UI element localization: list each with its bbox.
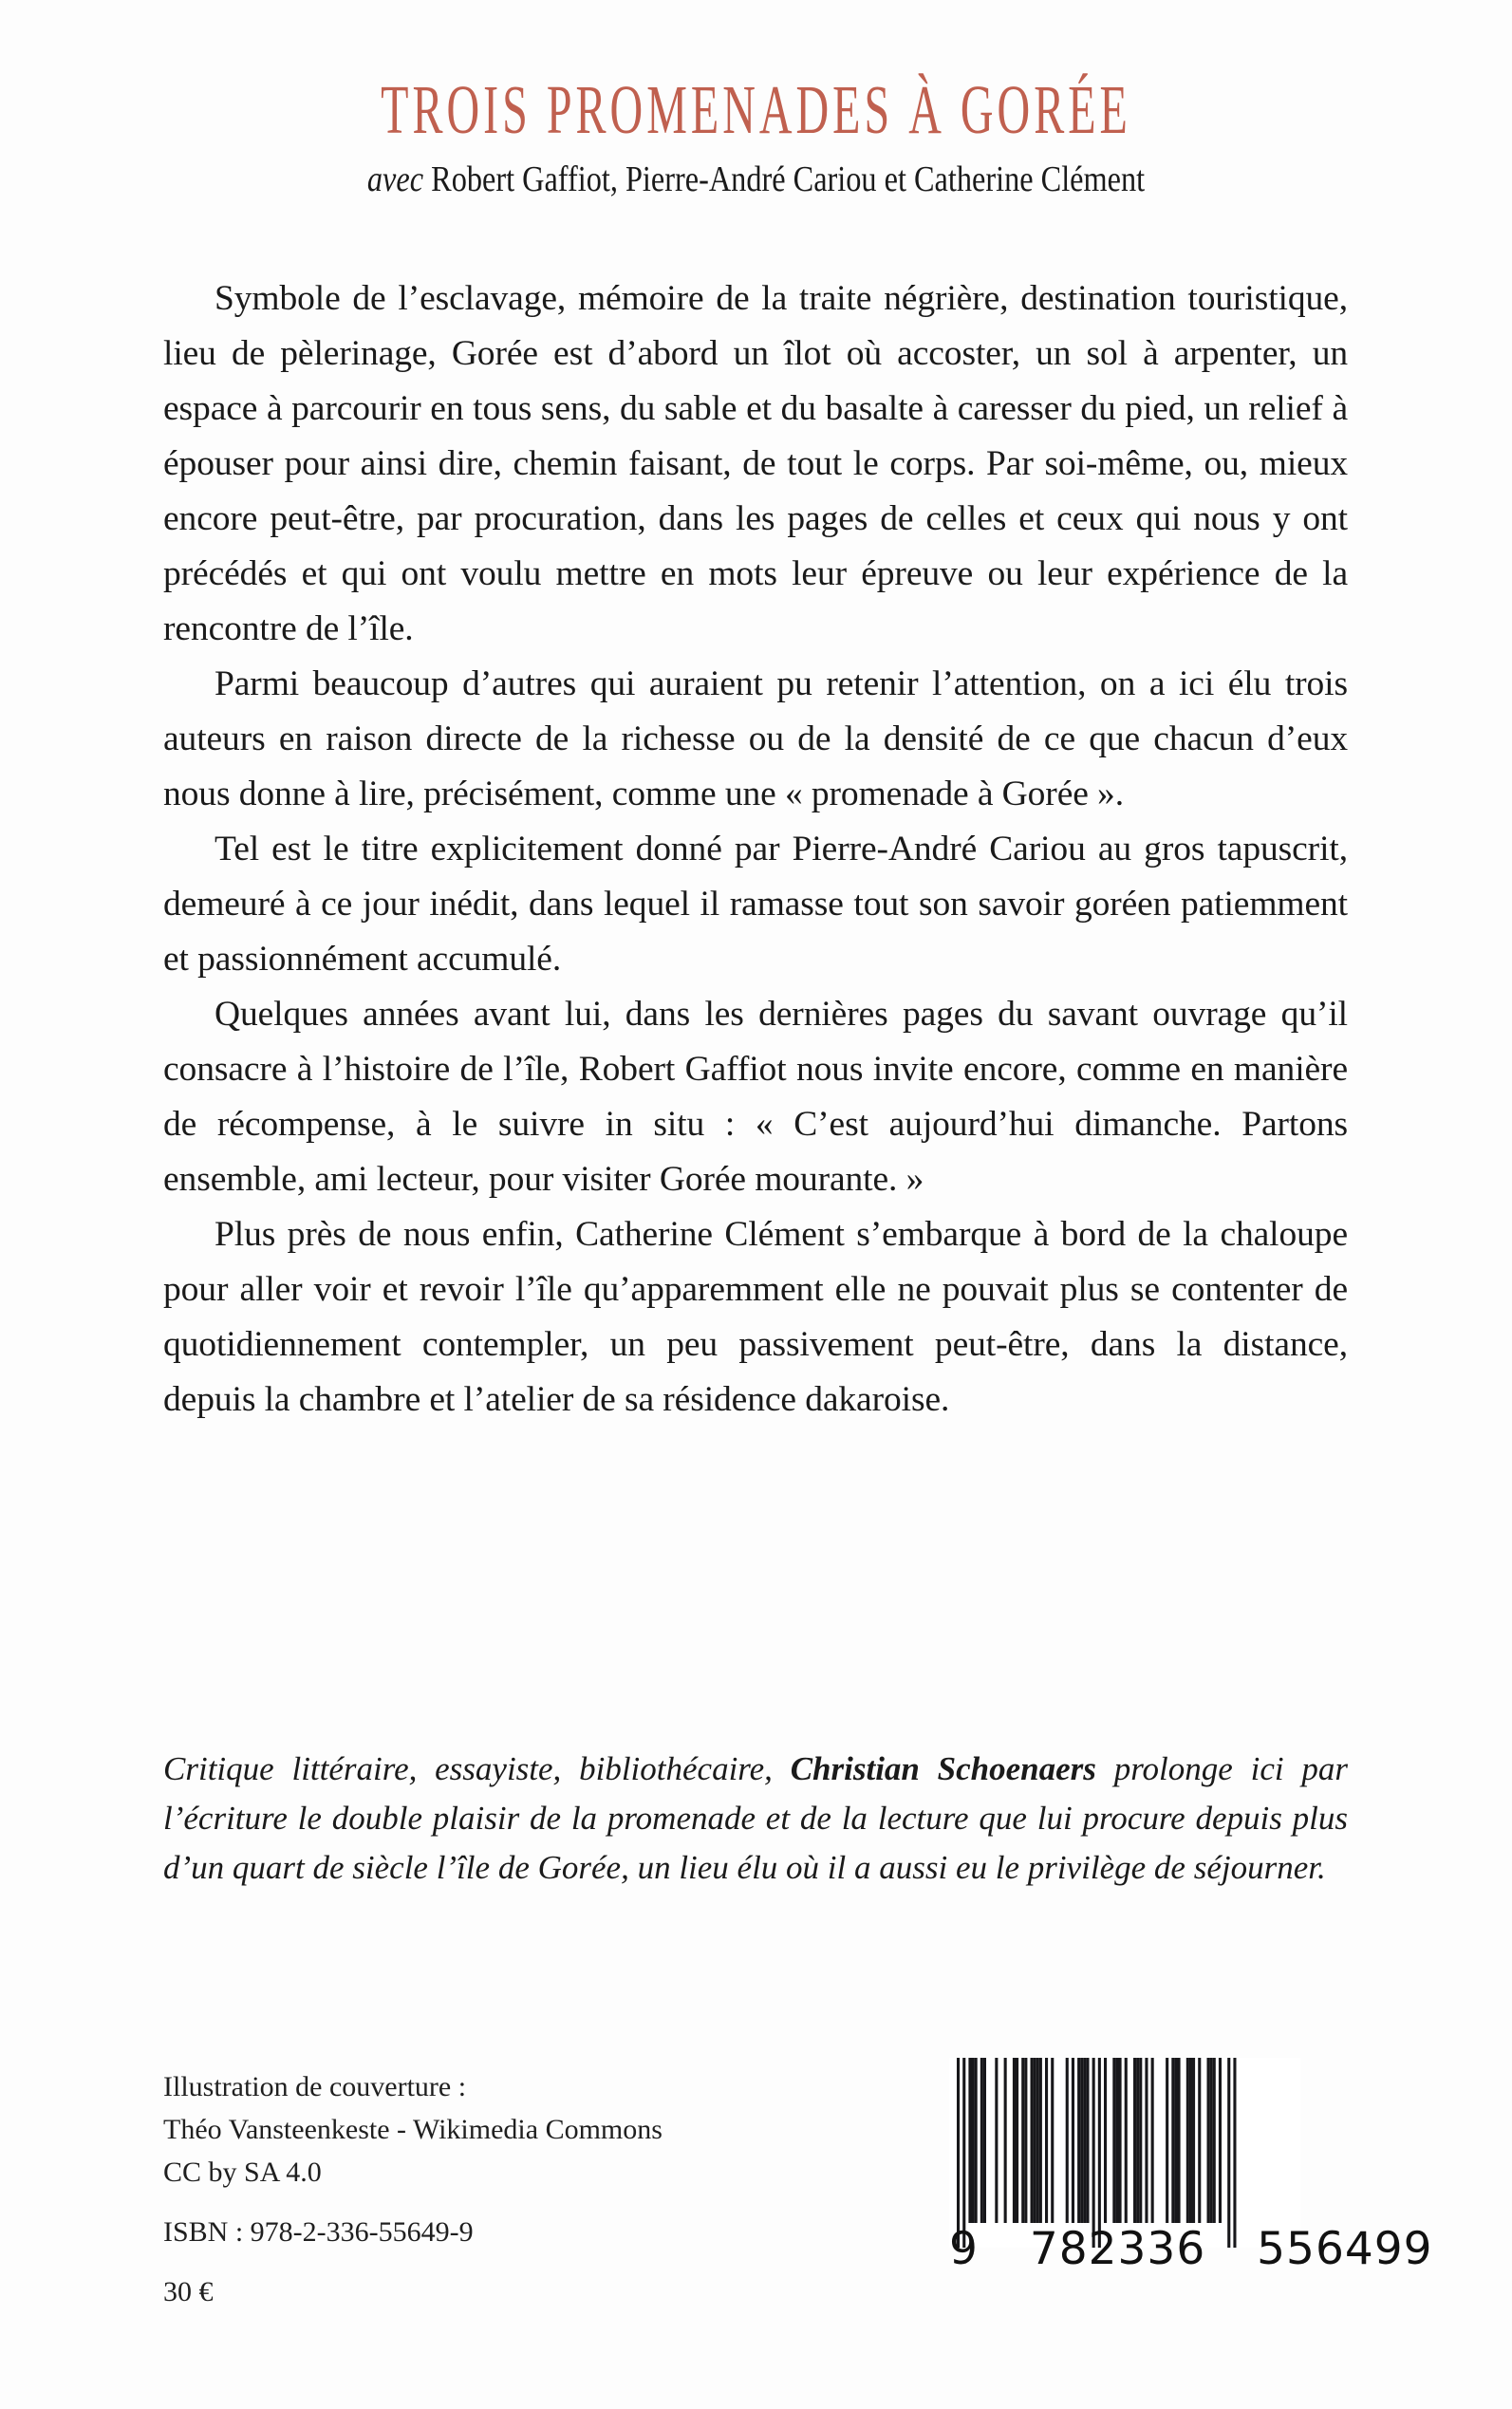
illustration-credit: Théo Vansteenkeste - Wikimedia Commons [163, 2114, 663, 2145]
contributors-line [113, 160, 1398, 200]
blurb-text [163, 271, 1348, 1428]
blurb-paragraph: Tel est le titre explicitement donné par Pierre-André Cariou au gros tapuscrit, demeuré à ce jour inédit, dans lequel il ramasse tout son savoir goréen patiemment et passionnément accumulé. [163, 830, 1348, 979]
bio-rest: prolonge ici par l’écriture le double plaisir de la promenade et de la lecture que lui procure depuis plus d’un quart de siècle l’île de Gorée, un lieu élu où il a aussi eu le privilège de séjourner. [163, 1750, 1349, 1886]
title-block [0, 71, 1512, 200]
blurb-paragraph: Parmi beaucoup d’autres qui auraient pu retenir l’attention, on a ici élu trois auteurs en raison directe de la richesse ou de la densité de ce que chacun d’eux nous donne à lire, précisément, comme une « promenade à Gorée ». [163, 664, 1348, 813]
barcode-digit-group-2: 556499 [1257, 2223, 1433, 2275]
colophon [163, 2065, 866, 2313]
barcode-digits [949, 2223, 1433, 2275]
price-label: 30 € [163, 2276, 214, 2307]
bio-author-name: Christian Schoenaers [790, 1750, 1096, 1787]
author-bio [163, 1745, 1348, 1893]
blurb-paragraph: Quelques années avant lui, dans les dernières pages du savant ouvrage qu’il consacre à l’histoire de l’île, Robert Gaffiot nous invite encore, comme en manière de récompense, à le suivre in situ : « C’est aujourd’hui dimanche. Partons ensemble, ami lecteur, pour visiter Gorée mourante. » [163, 995, 1348, 1199]
page-title: TROIS PROMENADES À GORÉE [381, 71, 1131, 149]
illustration-label: Illustration de couverture : [163, 2071, 467, 2102]
blurb-paragraph: Plus près de nous enfin, Catherine Clément s’embarque à bord de la chaloupe pour aller voir et revoir l’île qu’apparemment elle ne pouvait plus se contenter de quotidiennement contempler, un peu passivement peut-être, dans la distance, depuis la chambre et l’atelier de sa résidence dakaroise. [163, 1215, 1348, 1419]
barcode-digit-group-1: 782336 [1029, 2223, 1206, 2275]
barcode-bars-icon [949, 2058, 1300, 2248]
colophon-spacer [163, 2253, 866, 2270]
isbn-label: ISBN : 978-2-336-55649-9 [163, 2216, 474, 2248]
barcode [949, 2058, 1433, 2276]
blurb-paragraph: Symbole de l’esclavage, mémoire de la traite négrière, destination touristique, lieu de pèlerinage, Gorée est d’abord un îlot où accoster, un sol à arpenter, un espace à parcourir en tous sens, du sable et du basalte à caresser du pied, un relief à épouser pour ainsi dire, chemin faisant, de tout le corps. Par soi-même, ou, mieux encore peut-être, par procuration, dans les pages de celles et ceux qui nous y ont précédés et qui ont voulu mettre en mots leur épreuve ou leur expérience de la rencontre de l’île. [163, 279, 1348, 648]
contributors-names: Robert Gaffiot, Pierre-André Cariou et Catherine Clément [423, 159, 1146, 199]
license-label: CC by SA 4.0 [163, 2157, 322, 2188]
barcode-digit-first: 9 [949, 2223, 979, 2275]
colophon-spacer [163, 2194, 866, 2211]
contributors-lead: avec [366, 159, 424, 199]
bio-lead: Critique littéraire, essayiste, bibliothécaire, [163, 1750, 791, 1787]
